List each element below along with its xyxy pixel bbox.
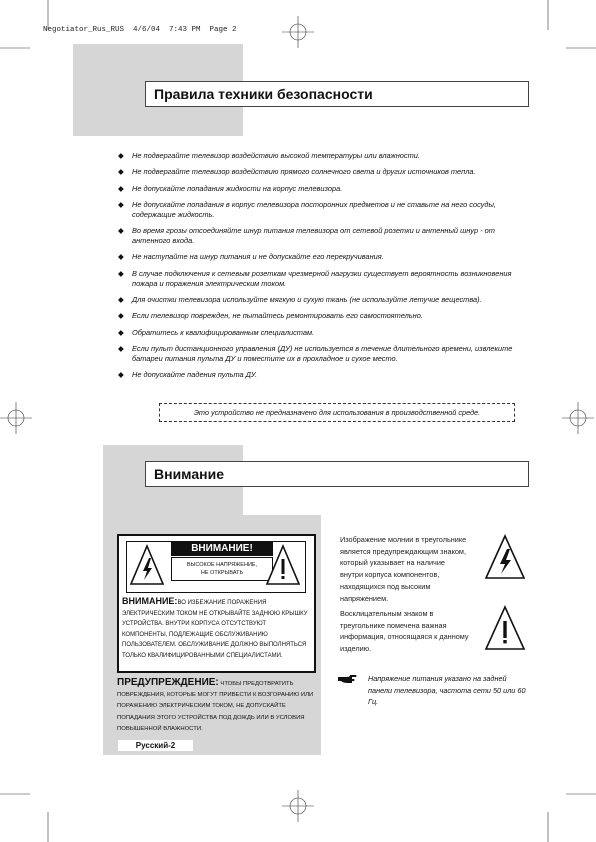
lightning-explanation: Изображение молнии в треугольнике является предупреждающим знаком, который указывает на наличие внутри корпуса компонентов, находящихся под высоким напряжением. xyxy=(340,535,467,603)
label-subtitle xyxy=(171,557,273,581)
list-item: ◆ Если телевизор поврежден, не пытайтесь ремонтировать его самостоятельно. xyxy=(118,311,518,321)
list-item: ◆ Не допускайте попадания в корпус телевизора посторонних предметов и не ставьте на него сосуды, содержащие жидкость. xyxy=(118,200,518,220)
warning-text xyxy=(122,596,309,662)
label-title: ВНИМАНИЕ! xyxy=(171,542,273,556)
list-item: ◆ В случае подключения к сетевым розеткам чрезмерной нагрузки существует вероятность возникновения пожара и поражения электрическим током. xyxy=(118,269,518,289)
caution-text xyxy=(117,677,317,735)
industrial-use-notice: Это устройство не предназначено для использования в производственной среде. xyxy=(159,403,515,422)
safety-list xyxy=(118,151,518,387)
list-item: ◆ Если пульт дистанционного управления (ДУ) не используется в течение длительного времени, извлеките батареи питания пульта ДУ и поместите их в прохладное и сухое место. xyxy=(118,344,518,364)
section-title-safety-text: Правила техники безопасности xyxy=(154,86,373,102)
exclamation-triangle-icon xyxy=(266,544,300,586)
gray-band-top-ext xyxy=(103,108,243,136)
section-title-safety xyxy=(145,81,529,107)
label-subtitle-line-2: НЕ ОТКРЫВАТЬ xyxy=(200,570,244,576)
list-item: ◆ Не допускайте попадания жидкости на корпус телевизора. xyxy=(118,184,518,194)
caution-head: ПРЕДУПРЕЖДЕНИЕ: xyxy=(117,677,219,688)
print-header: Negotiator_Rus_RUS 4/6/04 7:43 PM Page 2 xyxy=(43,26,237,34)
exclamation-explanation: Восклицательным знаком в треугольнике помечена важная информация, относящаяся к данному изделию. xyxy=(340,609,469,654)
section-title-attention xyxy=(145,461,529,487)
list-item: ◆ Не допускайте падения пульта ДУ. xyxy=(118,370,518,380)
list-item: ◆ Не наступайте на шнур питания и не допускайте его перекручивания. xyxy=(118,252,518,262)
exclamation-symbol-icon xyxy=(484,605,526,651)
lightning-triangle-icon xyxy=(130,544,164,586)
list-item: ◆ Не подвергайте телевизор воздействию прямого солнечного света и других источников тепла. xyxy=(118,167,518,177)
lightning-symbol-icon xyxy=(484,534,526,580)
pointing-hand-icon xyxy=(337,673,357,685)
section-title-attention-text: Внимание xyxy=(154,466,224,482)
warning-head: ВНИМАНИЕ: xyxy=(122,596,178,606)
list-item: ◆ Не подвергайте телевизор воздействию высокой температуры или влажности. xyxy=(118,151,518,161)
page-number: Русский-2 xyxy=(118,740,193,751)
caution-body: ЧТОБЫ ПРЕДОТВРАТИТЬ ПОВРЕЖДЕНИЯ, КОТОРЫЕ МОГУТ ПРИВЕСТИ К ВОЗГОРАНИЮ ИЛИ ПОРАЖЕНИЮ ЭЛЕКТРИЧЕСКИМ ТОКОМ, НЕ ДОПУСКАЙТЕ ПОПАДАНИЯ ЭТОГО УСТРОЙСТВА ПОД ДОЖДЬ ИЛИ В УСЛОВИЯ ПОВЫШЕННОЙ ВЛАЖНОСТИ. xyxy=(117,681,314,732)
list-item: ◆ Обратитесь к квалифицированным специалистам. xyxy=(118,328,518,338)
power-note: Напряжение питания указано на задней панели телевизора, частота сети 50 или 60 Гц. xyxy=(368,674,526,707)
label-subtitle-line-1: ВЫСОКОЕ НАПРЯЖЕНИЕ, xyxy=(186,562,258,568)
warning-body: ВО ИЗБЕЖАНИЕ ПОРАЖЕНИЯ ЭЛЕКТРИЧЕСКИМ ТОКОМ НЕ ОТКРЫВАЙТЕ ЗАДНЮЮ КРЫШКУ УСТРОЙСТВА. ВНУТРИ КОРПУСА ОТСУТСТВУЮТ КОМПОНЕНТЫ, ПОДЛЕЖАЩИЕ ОБСЛУЖИВАНИЮ ПОЛЬЗОВАТЕЛЕМ. ОБСЛУЖИВАНИЕ ДОЛЖНО ВЫПОЛНЯТЬСЯ ТОЛЬКО КВАЛИФИЦИРОВАННЫМИ СПЕЦИАЛИСТАМИ. xyxy=(122,600,308,659)
list-item: ◆ Во время грозы отсоединяйте шнур питания телевизора от сетевой розетки и антенный шнур - от антенного входа. xyxy=(118,226,518,246)
list-item: ◆ Для очистки телевизора используйте мягкую и сухую ткань (не используйте летучие вещества). xyxy=(118,295,518,305)
